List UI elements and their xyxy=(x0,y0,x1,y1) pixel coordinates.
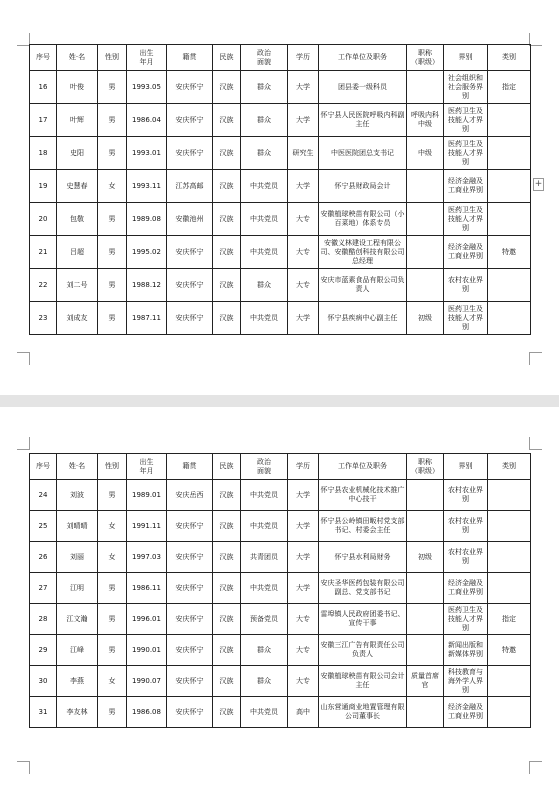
crop-mark xyxy=(17,352,30,365)
cell-political: 群众 xyxy=(241,104,288,137)
document-page-2 xyxy=(0,407,559,804)
cell-workplace: 安庆市蓝素食品有限公司负责人 xyxy=(319,269,407,302)
table-row xyxy=(30,480,531,511)
roster-table xyxy=(29,44,531,335)
cell-title xyxy=(407,203,444,236)
cell-birth: 1986.08 xyxy=(127,697,167,728)
cell-ethnicity: 汉族 xyxy=(213,635,241,666)
cell-political: 中共党员 xyxy=(241,480,288,511)
cell-political: 群众 xyxy=(241,635,288,666)
cell-education: 大学 xyxy=(288,170,319,203)
cell-sector: 社会组织和社会服务界别 xyxy=(444,71,488,104)
column-header-workplace: 工作单位及职务 xyxy=(319,454,407,480)
cell-gender: 男 xyxy=(98,104,127,137)
cell-seq: 21 xyxy=(30,236,57,269)
cell-political: 中共党员 xyxy=(241,697,288,728)
column-header-sector: 界别 xyxy=(444,45,488,71)
cell-ethnicity: 汉族 xyxy=(213,236,241,269)
cell-origin: 安庆怀宁 xyxy=(167,697,213,728)
cell-seq: 16 xyxy=(30,71,57,104)
cell-origin: 安庆怀宁 xyxy=(167,269,213,302)
cell-gender: 女 xyxy=(98,542,127,573)
column-header-category: 类别 xyxy=(488,45,531,71)
cell-seq: 26 xyxy=(30,542,57,573)
crop-mark xyxy=(529,352,542,365)
cell-seq: 30 xyxy=(30,666,57,697)
cell-education: 研究生 xyxy=(288,137,319,170)
cell-birth: 1990.07 xyxy=(127,666,167,697)
cell-political: 中共党员 xyxy=(241,573,288,604)
cell-birth: 1986.04 xyxy=(127,104,167,137)
cell-origin: 安庆怀宁 xyxy=(167,666,213,697)
cell-workplace: 怀宁县人民医院呼吸内科副主任 xyxy=(319,104,407,137)
table-row xyxy=(30,604,531,635)
cell-education: 高中 xyxy=(288,697,319,728)
column-header-category: 类别 xyxy=(488,454,531,480)
cell-education: 大学 xyxy=(288,542,319,573)
cell-workplace: 怀宁县水利局财务 xyxy=(319,542,407,573)
cell-origin: 安庆怀宁 xyxy=(167,542,213,573)
cell-name: 吕超 xyxy=(57,236,98,269)
cell-name: 刘波 xyxy=(57,480,98,511)
cell-gender: 男 xyxy=(98,697,127,728)
cell-workplace: 安徽植球秧苗有限公司会计主任 xyxy=(319,666,407,697)
cell-gender: 女 xyxy=(98,511,127,542)
cell-seq: 22 xyxy=(30,269,57,302)
cell-education: 大专 xyxy=(288,236,319,269)
table-row xyxy=(30,170,531,203)
cell-gender: 男 xyxy=(98,302,127,335)
column-header-title: 职称 （职级） xyxy=(407,454,444,480)
cell-workplace: 安庆圣华医药包装有限公司副总、党支部书记 xyxy=(319,573,407,604)
cell-category xyxy=(488,137,531,170)
cell-name: 江峰 xyxy=(57,635,98,666)
cell-title: 初级 xyxy=(407,302,444,335)
cell-gender: 男 xyxy=(98,137,127,170)
cell-workplace: 怀宁县公岭镇田畈村党支部书记、村委会主任 xyxy=(319,511,407,542)
cell-gender: 男 xyxy=(98,573,127,604)
cell-origin: 安庆怀宁 xyxy=(167,71,213,104)
cell-political: 中共党员 xyxy=(241,170,288,203)
cell-education: 大学 xyxy=(288,480,319,511)
table-row xyxy=(30,203,531,236)
column-header-sector: 界别 xyxy=(444,454,488,480)
cell-ethnicity: 汉族 xyxy=(213,511,241,542)
cell-political: 中共党员 xyxy=(241,236,288,269)
cell-sector: 医药卫生及技能人才界别 xyxy=(444,604,488,635)
cell-title xyxy=(407,236,444,269)
cell-name: 江文瀚 xyxy=(57,604,98,635)
cell-birth: 1989.01 xyxy=(127,480,167,511)
cell-title xyxy=(407,480,444,511)
cell-gender: 男 xyxy=(98,269,127,302)
cell-workplace: 怀宁县农业机械化技术推广中心技干 xyxy=(319,480,407,511)
column-header-birth: 出生 年月 xyxy=(127,45,167,71)
cell-ethnicity: 汉族 xyxy=(213,71,241,104)
page-gap xyxy=(0,395,559,407)
cell-ethnicity: 汉族 xyxy=(213,480,241,511)
table-row xyxy=(30,666,531,697)
table-header-row xyxy=(30,45,531,71)
cell-workplace: 怀宁县财政局会计 xyxy=(319,170,407,203)
cell-gender: 男 xyxy=(98,635,127,666)
cell-sector: 农村农业界别 xyxy=(444,542,488,573)
cell-ethnicity: 汉族 xyxy=(213,604,241,635)
column-header-birth: 出生 年月 xyxy=(127,454,167,480)
cell-category xyxy=(488,542,531,573)
cell-gender: 女 xyxy=(98,666,127,697)
table-header-row xyxy=(30,454,531,480)
cell-political: 共青团员 xyxy=(241,542,288,573)
cell-title xyxy=(407,697,444,728)
column-header-origin: 籍贯 xyxy=(167,45,213,71)
roster-table xyxy=(29,453,531,728)
cell-seq: 25 xyxy=(30,511,57,542)
cell-name: 刘成友 xyxy=(57,302,98,335)
cell-sector: 医药卫生及技能人才界别 xyxy=(444,203,488,236)
cell-gender: 男 xyxy=(98,71,127,104)
cell-birth: 1993.11 xyxy=(127,170,167,203)
cell-name: 江明 xyxy=(57,573,98,604)
column-header-origin: 籍贯 xyxy=(167,454,213,480)
crop-mark xyxy=(529,437,542,450)
table-row xyxy=(30,511,531,542)
column-header-education: 学历 xyxy=(288,454,319,480)
table-row xyxy=(30,236,531,269)
cell-sector: 医药卫生及技能人才界别 xyxy=(444,137,488,170)
cell-birth: 1990.01 xyxy=(127,635,167,666)
crop-mark xyxy=(529,761,542,774)
cell-category: 特邀 xyxy=(488,236,531,269)
cell-birth: 1997.03 xyxy=(127,542,167,573)
cell-seq: 23 xyxy=(30,302,57,335)
table-row xyxy=(30,573,531,604)
cell-name: 史慧春 xyxy=(57,170,98,203)
cell-name: 刘晴晴 xyxy=(57,511,98,542)
cell-birth: 1995.02 xyxy=(127,236,167,269)
column-header-workplace: 工作单位及职务 xyxy=(319,45,407,71)
cell-title xyxy=(407,573,444,604)
cell-political: 中共党员 xyxy=(241,511,288,542)
cell-category xyxy=(488,697,531,728)
column-header-name: 姓·名 xyxy=(57,454,98,480)
cell-ethnicity: 汉族 xyxy=(213,137,241,170)
cell-political: 群众 xyxy=(241,666,288,697)
column-header-seq: 序号 xyxy=(30,45,57,71)
cell-origin: 安庆怀宁 xyxy=(167,137,213,170)
cell-origin: 安徽池州 xyxy=(167,203,213,236)
crop-mark xyxy=(17,437,30,450)
cell-title: 呼吸内科中级 xyxy=(407,104,444,137)
cell-title xyxy=(407,269,444,302)
cell-education: 大学 xyxy=(288,71,319,104)
cell-education: 大学 xyxy=(288,104,319,137)
cell-workplace: 中医医院团总支书记 xyxy=(319,137,407,170)
cell-political: 群众 xyxy=(241,269,288,302)
table-row xyxy=(30,542,531,573)
cell-origin: 安庆怀宁 xyxy=(167,302,213,335)
cell-ethnicity: 汉族 xyxy=(213,542,241,573)
table-row xyxy=(30,104,531,137)
cell-education: 大专 xyxy=(288,666,319,697)
cell-education: 大学 xyxy=(288,573,319,604)
cell-birth: 1993.01 xyxy=(127,137,167,170)
cell-category xyxy=(488,480,531,511)
add-row-handle[interactable]: + xyxy=(534,179,543,189)
table-row xyxy=(30,137,531,170)
cell-seq: 27 xyxy=(30,573,57,604)
cell-title xyxy=(407,170,444,203)
cell-name: 史阳 xyxy=(57,137,98,170)
cell-workplace: 团县委一级科员 xyxy=(319,71,407,104)
cell-workplace: 雷埠镇人民政府团委书记、宣传干事 xyxy=(319,604,407,635)
cell-origin: 安庆怀宁 xyxy=(167,104,213,137)
cell-sector: 农村农业界别 xyxy=(444,480,488,511)
cell-category xyxy=(488,511,531,542)
cell-name: 叶俊 xyxy=(57,71,98,104)
column-header-title: 职称 （职级） xyxy=(407,45,444,71)
cell-birth: 1988.12 xyxy=(127,269,167,302)
cell-category xyxy=(488,104,531,137)
cell-name: 李燕 xyxy=(57,666,98,697)
cell-political: 预备党员 xyxy=(241,604,288,635)
cell-name: 包敬 xyxy=(57,203,98,236)
cell-category xyxy=(488,203,531,236)
cell-category xyxy=(488,573,531,604)
cell-political: 群众 xyxy=(241,71,288,104)
cell-category xyxy=(488,302,531,335)
cell-sector: 农村农业界别 xyxy=(444,269,488,302)
cell-birth: 1986.11 xyxy=(127,573,167,604)
cell-title: 初级 xyxy=(407,542,444,573)
cell-title xyxy=(407,71,444,104)
cell-education: 大专 xyxy=(288,604,319,635)
cell-birth: 1987.11 xyxy=(127,302,167,335)
cell-category: 指定 xyxy=(488,604,531,635)
cell-origin: 安庆怀宁 xyxy=(167,604,213,635)
cell-ethnicity: 汉族 xyxy=(213,573,241,604)
cell-education: 大学 xyxy=(288,511,319,542)
cell-origin: 安庆怀宁 xyxy=(167,573,213,604)
cell-birth: 1996.01 xyxy=(127,604,167,635)
table-row xyxy=(30,697,531,728)
column-header-seq: 序号 xyxy=(30,454,57,480)
crop-mark xyxy=(17,761,30,774)
cell-ethnicity: 汉族 xyxy=(213,269,241,302)
cell-title xyxy=(407,604,444,635)
cell-sector: 经济金融及工商业界别 xyxy=(444,170,488,203)
cell-seq: 17 xyxy=(30,104,57,137)
cell-name: 刘二号 xyxy=(57,269,98,302)
cell-birth: 1989.08 xyxy=(127,203,167,236)
cell-gender: 女 xyxy=(98,170,127,203)
cell-name: 李友林 xyxy=(57,697,98,728)
table-row xyxy=(30,71,531,104)
cell-seq: 24 xyxy=(30,480,57,511)
cell-gender: 男 xyxy=(98,203,127,236)
cell-origin: 安庆岳西 xyxy=(167,480,213,511)
cell-birth: 1993.05 xyxy=(127,71,167,104)
cell-political: 中共党员 xyxy=(241,203,288,236)
cell-ethnicity: 汉族 xyxy=(213,104,241,137)
cell-workplace: 怀宁县疾病中心副主任 xyxy=(319,302,407,335)
cell-sector: 经济金融及工商业界别 xyxy=(444,573,488,604)
column-header-ethnicity: 民族 xyxy=(213,45,241,71)
cell-sector: 新闻出版和新媒体界别 xyxy=(444,635,488,666)
cell-origin: 江苏高邮 xyxy=(167,170,213,203)
column-header-ethnicity: 民族 xyxy=(213,454,241,480)
cell-category: 指定 xyxy=(488,71,531,104)
cell-ethnicity: 汉族 xyxy=(213,170,241,203)
cell-seq: 28 xyxy=(30,604,57,635)
cell-seq: 29 xyxy=(30,635,57,666)
cell-gender: 男 xyxy=(98,604,127,635)
cell-birth: 1991.11 xyxy=(127,511,167,542)
cell-gender: 男 xyxy=(98,236,127,269)
cell-category xyxy=(488,170,531,203)
cell-workplace: 安徽三江广告有限责任公司负责人 xyxy=(319,635,407,666)
cell-workplace: 安徽义林建设工程有限公司、安徽酷创科技有限公司总经理 xyxy=(319,236,407,269)
cell-political: 群众 xyxy=(241,137,288,170)
cell-title: 中级 xyxy=(407,137,444,170)
cell-name: 刘丽 xyxy=(57,542,98,573)
cell-ethnicity: 汉族 xyxy=(213,302,241,335)
cell-ethnicity: 汉族 xyxy=(213,697,241,728)
cell-origin: 安庆怀宁 xyxy=(167,635,213,666)
cell-seq: 19 xyxy=(30,170,57,203)
cell-gender: 男 xyxy=(98,480,127,511)
cell-category xyxy=(488,269,531,302)
cell-sector: 农村农业界别 xyxy=(444,511,488,542)
table-row xyxy=(30,302,531,335)
table-row xyxy=(30,269,531,302)
cell-seq: 31 xyxy=(30,697,57,728)
column-header-name: 姓·名 xyxy=(57,45,98,71)
cell-sector: 经济金融及工商业界别 xyxy=(444,236,488,269)
cell-ethnicity: 汉族 xyxy=(213,203,241,236)
cell-title: 质量首席官 xyxy=(407,666,444,697)
column-header-political: 政治 面貌 xyxy=(241,45,288,71)
cell-education: 大学 xyxy=(288,302,319,335)
cell-sector: 医药卫生及技能人才界别 xyxy=(444,104,488,137)
cell-category: 特邀 xyxy=(488,635,531,666)
cell-education: 大专 xyxy=(288,269,319,302)
cell-political: 中共党员 xyxy=(241,302,288,335)
cell-name: 叶辉 xyxy=(57,104,98,137)
cell-origin: 安庆怀宁 xyxy=(167,236,213,269)
cell-workplace: 安徽植球秧苗有限公司（小百菜地）体系专员 xyxy=(319,203,407,236)
cell-title xyxy=(407,511,444,542)
document-page-1 xyxy=(0,0,559,395)
cell-education: 大专 xyxy=(288,635,319,666)
cell-title xyxy=(407,635,444,666)
cell-sector: 医药卫生及技能人才界别 xyxy=(444,302,488,335)
cell-workplace: 山东营通商业地置管理有限公司董事长 xyxy=(319,697,407,728)
cell-seq: 18 xyxy=(30,137,57,170)
cell-category xyxy=(488,666,531,697)
cell-origin: 安庆怀宁 xyxy=(167,511,213,542)
column-header-gender: 性别 xyxy=(98,45,127,71)
cell-seq: 20 xyxy=(30,203,57,236)
cell-education: 大专 xyxy=(288,203,319,236)
column-header-gender: 性别 xyxy=(98,454,127,480)
cell-sector: 科技教育与海外学人界别 xyxy=(444,666,488,697)
cell-sector: 经济金融及工商业界别 xyxy=(444,697,488,728)
column-header-education: 学历 xyxy=(288,45,319,71)
cell-ethnicity: 汉族 xyxy=(213,666,241,697)
column-header-political: 政治 面貌 xyxy=(241,454,288,480)
table-row xyxy=(30,635,531,666)
